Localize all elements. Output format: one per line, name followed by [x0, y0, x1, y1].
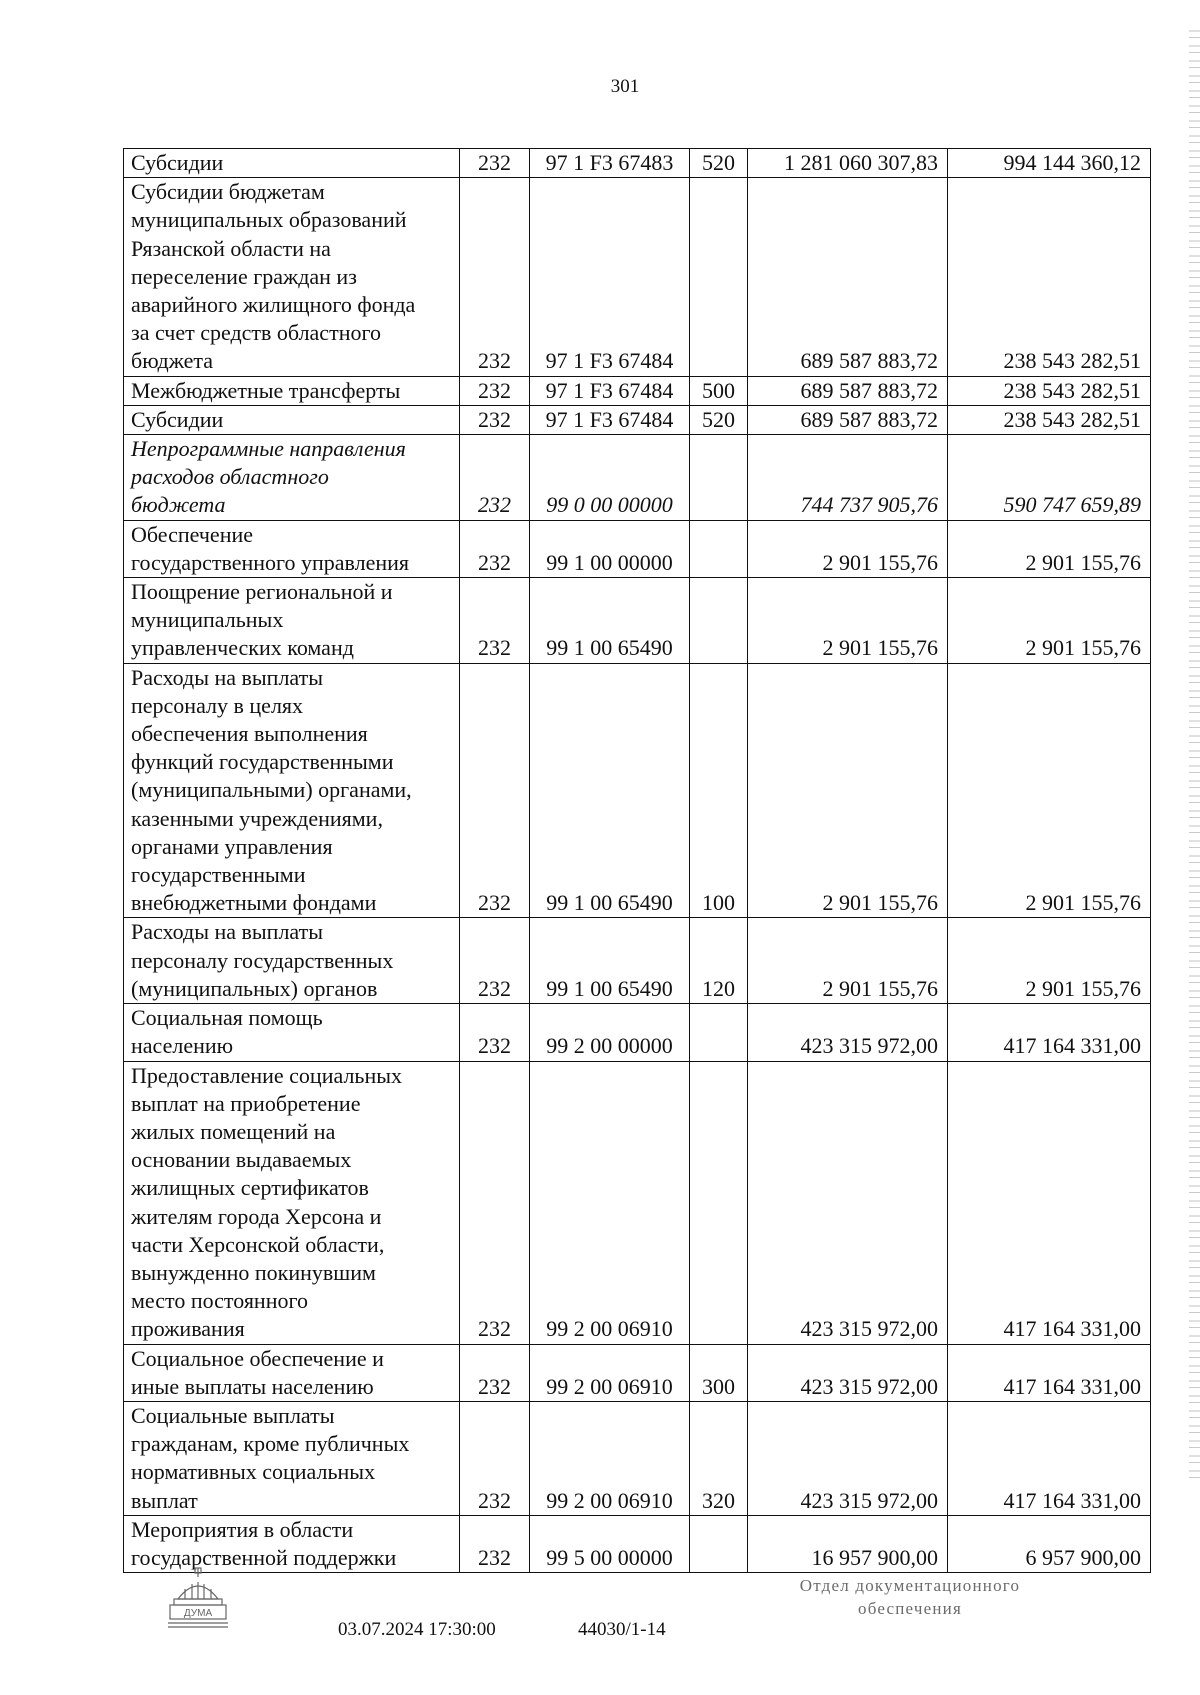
cell-csr: 99 1 00 00000	[530, 520, 690, 577]
cell-sum-1: 689 587 883,72	[748, 178, 948, 376]
name-line: нормативных социальных	[131, 1459, 376, 1485]
name-line: жилых помещений на	[131, 1118, 336, 1144]
name-line: Межбюджетные трансферты	[131, 377, 401, 403]
cell-sum-2: 238 543 282,51	[948, 178, 1151, 376]
name-line: управленческих команд	[131, 635, 354, 661]
table-row	[124, 1344, 1151, 1401]
cell-ved: 232	[460, 1515, 530, 1572]
name-line: органами управления	[131, 833, 333, 859]
cell-sum-2: 417 164 331,00	[948, 1004, 1151, 1061]
name-line: жителям города Херсона и	[131, 1203, 382, 1229]
budget-table	[123, 148, 1151, 1573]
cell-sum-2: 417 164 331,00	[948, 1401, 1151, 1515]
cell-sum-2: 2 901 155,76	[948, 663, 1151, 918]
name-line: государственными	[131, 862, 306, 888]
cell-sum-2: 417 164 331,00	[948, 1061, 1151, 1344]
cell-sum-1: 423 315 972,00	[748, 1401, 948, 1515]
name-line: за счет средств областного	[131, 320, 381, 346]
stamp-line-1: Отдел документационного	[799, 1576, 1021, 1595]
name-line: проживания	[131, 1316, 245, 1342]
cell-name	[124, 918, 460, 1004]
name-line: муниципальных	[131, 607, 284, 633]
cell-sum-2: 2 901 155,76	[948, 520, 1151, 577]
department-stamp	[760, 1574, 1060, 1620]
footer-doc-number: 44030/1-14	[578, 1619, 666, 1640]
name-line: части Херсонской области,	[131, 1231, 385, 1257]
table-row	[124, 435, 1151, 521]
cell-sum-2: 2 901 155,76	[948, 918, 1151, 1004]
cell-csr: 97 1 F3 67484	[530, 405, 690, 434]
cell-vr	[690, 1061, 748, 1344]
cell-vr: 520	[690, 405, 748, 434]
table-row	[124, 1004, 1151, 1061]
table-row	[124, 1061, 1151, 1344]
cell-ved: 232	[460, 435, 530, 521]
name-line: выплат	[131, 1487, 198, 1513]
cell-vr: 100	[690, 663, 748, 918]
cell-vr: 120	[690, 918, 748, 1004]
name-line: Мероприятия в области	[131, 1516, 354, 1542]
name-line: Субсидии бюджетам	[131, 179, 325, 205]
cell-csr: 99 2 00 00000	[530, 1004, 690, 1061]
cell-sum-1: 2 901 155,76	[748, 918, 948, 1004]
table-row	[124, 405, 1151, 434]
cell-name	[124, 1401, 460, 1515]
duma-logo	[165, 1565, 231, 1635]
cell-ved: 232	[460, 578, 530, 664]
cell-ved: 232	[460, 178, 530, 376]
cell-vr	[690, 578, 748, 664]
name-line: Предоставление социальных	[131, 1062, 403, 1088]
name-line: Обеспечение	[131, 521, 253, 547]
cell-csr: 99 1 00 65490	[530, 918, 690, 1004]
cell-csr: 97 1 F3 67484	[530, 376, 690, 405]
cell-vr	[690, 435, 748, 521]
cell-sum-1: 423 315 972,00	[748, 1061, 948, 1344]
cell-name	[124, 520, 460, 577]
name-line: основании выдаваемых	[131, 1147, 352, 1173]
cell-sum-1: 423 315 972,00	[748, 1004, 948, 1061]
cell-sum-1: 744 737 905,76	[748, 435, 948, 521]
name-line: внебюджетными фондами	[131, 890, 377, 916]
cell-ved: 232	[460, 376, 530, 405]
cell-csr: 99 1 00 65490	[530, 663, 690, 918]
name-line: обеспечения выполнения	[131, 721, 368, 747]
name-line: государственной поддержки	[131, 1544, 397, 1570]
name-line: гражданам, кроме публичных	[131, 1431, 410, 1457]
name-line: персоналу государственных	[131, 947, 394, 973]
cell-sum-2: 590 747 659,89	[948, 435, 1151, 521]
name-line: Субсидии	[131, 406, 224, 432]
cell-sum-1: 2 901 155,76	[748, 663, 948, 918]
cell-name	[124, 435, 460, 521]
cell-sum-2: 417 164 331,00	[948, 1344, 1151, 1401]
cell-sum-2: 238 543 282,51	[948, 405, 1151, 434]
cell-vr: 300	[690, 1344, 748, 1401]
table-row	[124, 578, 1151, 664]
name-line: (муниципальных) органов	[131, 975, 378, 1001]
cell-vr	[690, 1515, 748, 1572]
name-line: казенными учреждениями,	[131, 805, 383, 831]
cell-name	[124, 578, 460, 664]
name-line: расходов областного	[131, 464, 329, 490]
cell-csr: 99 0 00 00000	[530, 435, 690, 521]
name-line: персоналу в целях	[131, 692, 304, 718]
name-line: Расходы на выплаты	[131, 919, 324, 945]
cell-sum-2: 238 543 282,51	[948, 376, 1151, 405]
name-line: жилищных сертификатов	[131, 1175, 369, 1201]
name-line: Социальное обеспечение и	[131, 1345, 384, 1371]
table-row	[124, 520, 1151, 577]
cell-sum-1: 689 587 883,72	[748, 376, 948, 405]
cell-name	[124, 149, 460, 178]
table-row	[124, 1401, 1151, 1515]
scan-edge-artifact	[1189, 30, 1200, 1480]
name-line: переселение граждан из	[131, 263, 357, 289]
cell-vr: 320	[690, 1401, 748, 1515]
cell-csr: 99 2 00 06910	[530, 1401, 690, 1515]
svg-text:ДУМА: ДУМА	[183, 1608, 213, 1619]
cell-ved: 232	[460, 663, 530, 918]
table-row	[124, 918, 1151, 1004]
cell-vr	[690, 178, 748, 376]
name-line: (муниципальными) органами,	[131, 777, 412, 803]
cell-ved: 232	[460, 1344, 530, 1401]
name-line: населению	[131, 1033, 234, 1059]
cell-vr	[690, 1004, 748, 1061]
stamp-line-2: обеспечения	[858, 1599, 962, 1618]
name-line: Поощрение региональной и	[131, 579, 393, 605]
cell-sum-1: 2 901 155,76	[748, 520, 948, 577]
cell-name	[124, 1004, 460, 1061]
cell-sum-2: 2 901 155,76	[948, 578, 1151, 664]
name-line: иные выплаты населению	[131, 1373, 374, 1399]
table-row	[124, 178, 1151, 376]
name-line: Расходы на выплаты	[131, 664, 324, 690]
name-line: Социальные выплаты	[131, 1402, 335, 1428]
cell-sum-1: 2 901 155,76	[748, 578, 948, 664]
cell-vr: 520	[690, 149, 748, 178]
name-line: муниципальных образований	[131, 207, 407, 233]
cell-sum-1: 1 281 060 307,83	[748, 149, 948, 178]
cell-sum-2: 6 957 900,00	[948, 1515, 1151, 1572]
name-line: Непрограммные направления	[131, 436, 406, 462]
cell-ved: 232	[460, 1401, 530, 1515]
name-line: Субсидии	[131, 150, 224, 175]
cell-ved: 232	[460, 405, 530, 434]
cell-csr: 99 1 00 65490	[530, 578, 690, 664]
name-line: Рязанской области на	[131, 235, 331, 261]
name-line: вынужденно покинувшим	[131, 1259, 376, 1285]
cell-name	[124, 1344, 460, 1401]
cell-csr: 97 1 F3 67484	[530, 178, 690, 376]
name-line: государственного управления	[131, 549, 410, 575]
cell-name	[124, 178, 460, 376]
cell-ved: 232	[460, 1004, 530, 1061]
name-line: бюджета	[131, 348, 214, 374]
table-row	[124, 376, 1151, 405]
cell-sum-1: 16 957 900,00	[748, 1515, 948, 1572]
cell-ved: 232	[460, 918, 530, 1004]
cell-name	[124, 405, 460, 434]
name-line: выплат на приобретение	[131, 1090, 361, 1116]
footer-date: 03.07.2024 17:30:00	[338, 1619, 496, 1640]
cell-vr	[690, 520, 748, 577]
cell-name	[124, 1061, 460, 1344]
table-row	[124, 149, 1151, 178]
table-body	[124, 149, 1151, 1573]
cell-vr: 500	[690, 376, 748, 405]
cell-name	[124, 376, 460, 405]
name-line: аварийного жилищного фонда	[131, 292, 416, 318]
name-line: Социальная помощь	[131, 1005, 323, 1031]
cell-csr: 99 2 00 06910	[530, 1061, 690, 1344]
cell-sum-2: 994 144 360,12	[948, 149, 1151, 178]
cell-sum-1: 689 587 883,72	[748, 405, 948, 434]
cell-ved: 232	[460, 149, 530, 178]
name-line: место постоянного	[131, 1288, 308, 1314]
cell-ved: 232	[460, 1061, 530, 1344]
cell-csr: 99 2 00 06910	[530, 1344, 690, 1401]
cell-ved: 232	[460, 520, 530, 577]
table-row	[124, 663, 1151, 918]
page-number: 301	[610, 76, 640, 97]
cell-csr: 99 5 00 00000	[530, 1515, 690, 1572]
table-row	[124, 1515, 1151, 1572]
cell-sum-1: 423 315 972,00	[748, 1344, 948, 1401]
cell-name	[124, 663, 460, 918]
cell-csr: 97 1 F3 67483	[530, 149, 690, 178]
name-line: бюджета	[131, 492, 226, 518]
name-line: функций государственными	[131, 749, 394, 775]
